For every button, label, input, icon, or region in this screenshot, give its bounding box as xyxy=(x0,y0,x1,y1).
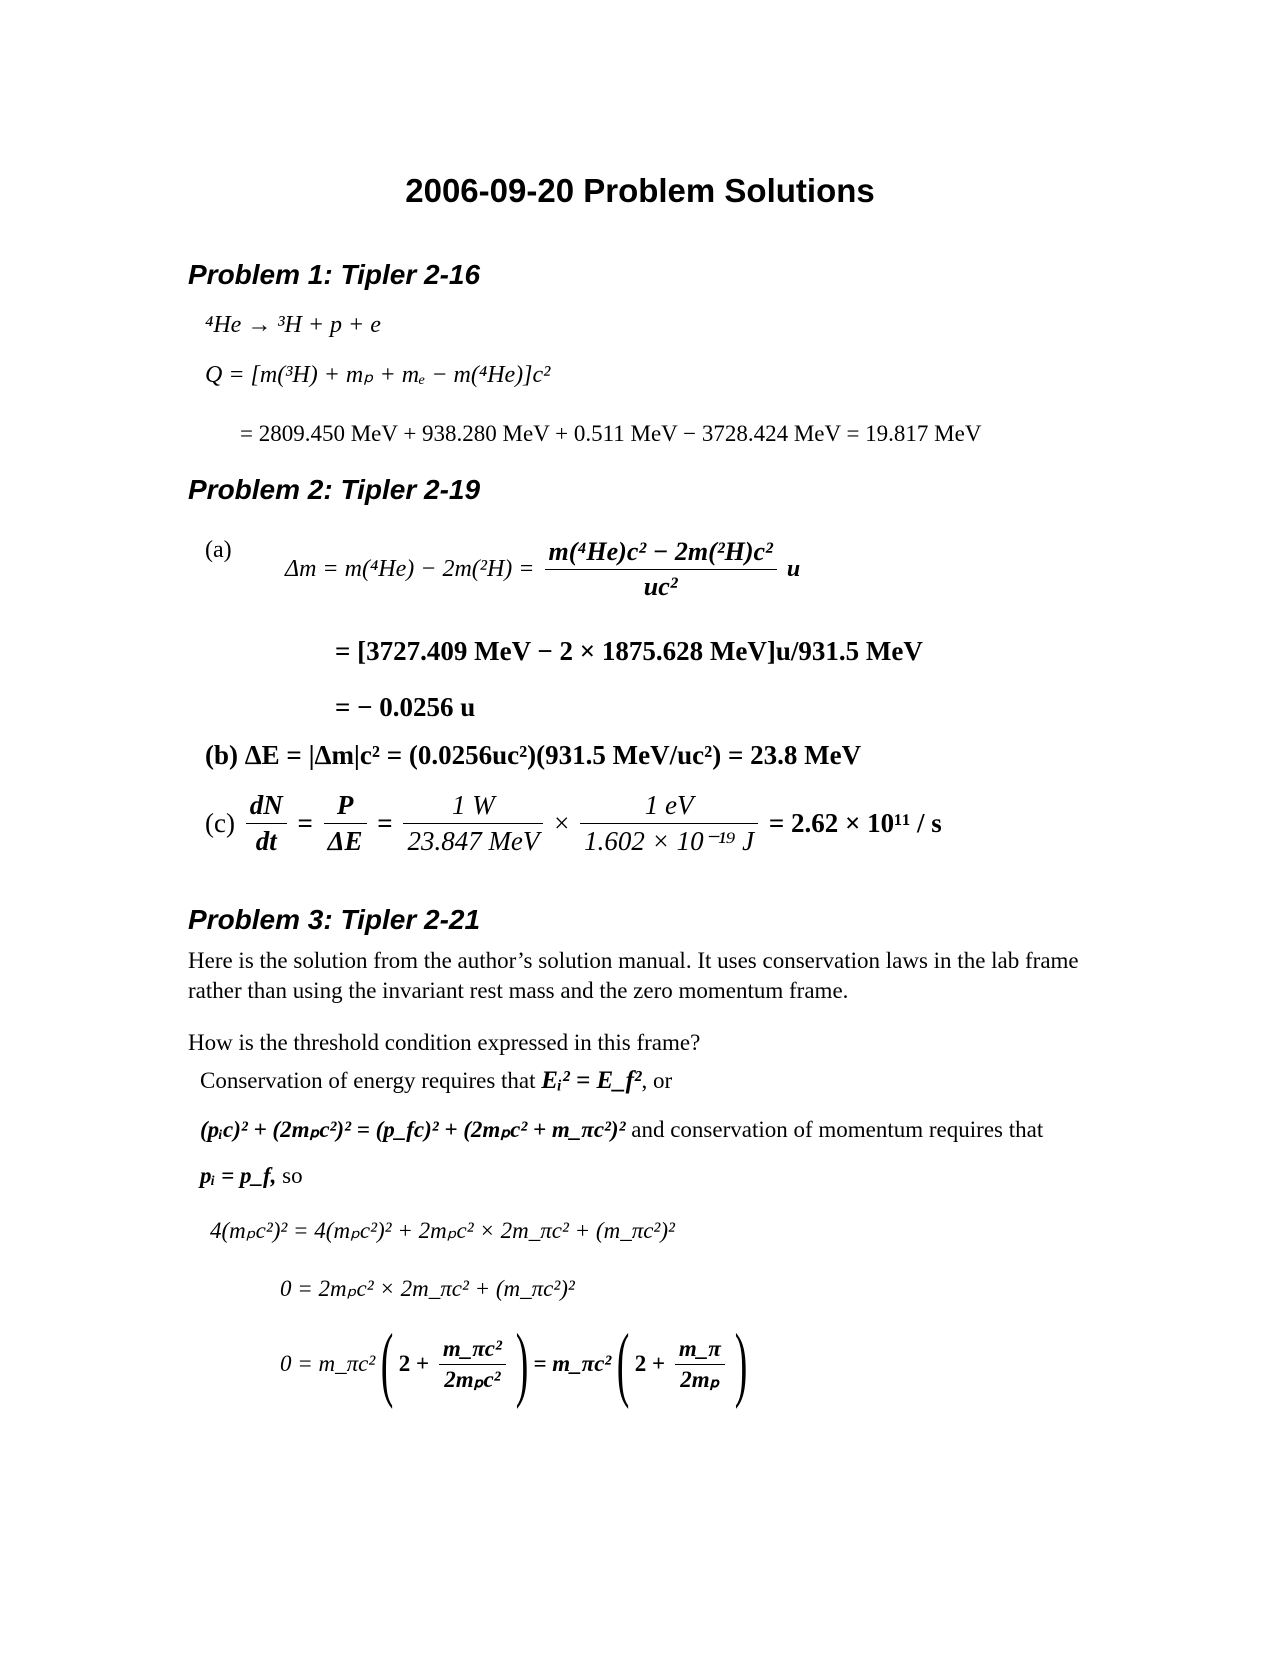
p2-a-lhs: Δm = m(⁴He) − 2m(²H) = xyxy=(285,556,535,582)
p2-c-equals-2: = xyxy=(377,808,393,838)
p2-c-f3-numerator: 1 W xyxy=(403,790,543,824)
p2-a-fraction xyxy=(545,537,777,602)
p3-line-2 xyxy=(200,1117,1043,1143)
p3-line-6-fraction-2 xyxy=(675,1336,725,1393)
problem-1-heading: Problem 1: Tipler 2-16 xyxy=(188,259,481,290)
p3-line-3-text: so xyxy=(282,1163,303,1188)
p2-c-times: × xyxy=(554,808,570,838)
page-title: 2006-09-20 Problem Solutions xyxy=(405,172,875,209)
p3-paren-open-1: ( xyxy=(380,1317,394,1410)
p3-f2-numerator: m_π xyxy=(675,1336,725,1365)
p3-paragraph-2: How is the threshold condition expressed in this frame? xyxy=(188,1030,701,1055)
p2-a-line-2: = [3727.409 MeV − 2 × 1875.628 MeV]u/931.5 MeV xyxy=(335,636,923,666)
p2-part-a-label: (a) xyxy=(205,537,232,563)
p2-c-fraction-power xyxy=(403,790,543,857)
p2-a-unit: u xyxy=(786,556,801,582)
p3-line-3 xyxy=(200,1163,303,1189)
problem-3-heading: Problem 3: Tipler 2-21 xyxy=(188,904,481,935)
problem-2-heading: Problem 2: Tipler 2-19 xyxy=(188,474,481,505)
p3-line-1-eq: Eᵢ² = E_f² xyxy=(541,1067,642,1094)
p3-line-6-mid: = m_πc² xyxy=(533,1351,612,1376)
p2-c-f4-numerator: 1 eV xyxy=(580,790,758,824)
p2-a-numerator: m(⁴He)c² − 2m(²H)c² xyxy=(545,537,777,570)
p3-line-6-fraction-1 xyxy=(439,1336,506,1393)
p3-line-4: 4(mₚc²)² = 4(mₚc²)² + 2mₚc² × 2m_πc² + (m_πc²)² xyxy=(210,1218,675,1243)
p2-part-c-label: (c) xyxy=(205,808,235,838)
p1-q-definition: Q = [m(³H) + mₚ + mₑ − m(⁴He)]c² xyxy=(205,362,551,388)
p2-c-fraction-p-de xyxy=(324,790,367,857)
p2-c-f2-numerator: P xyxy=(324,790,367,824)
p3-line-2-text: and conservation of momentum requires that xyxy=(631,1117,1044,1142)
p3-line-6 xyxy=(280,1317,747,1422)
p3-line-1-text: Conservation of energy requires that xyxy=(200,1068,536,1093)
p3-line-3-eq: pᵢ = p_f, xyxy=(200,1163,277,1188)
p2-c-result: = 2.62 × 10¹¹ / s xyxy=(768,808,942,838)
p2-a-line-3: = − 0.0256 u xyxy=(335,692,476,722)
p2-c-equals-1: = xyxy=(297,808,313,838)
p3-paren-close-1: ) xyxy=(515,1317,528,1410)
p2-c-f1-numerator: dN xyxy=(246,790,287,824)
p2-part-c-equation xyxy=(205,790,942,880)
p3-f1-numerator: m_πc² xyxy=(439,1336,506,1365)
p3-line-6-lhs: 0 = m_πc² xyxy=(280,1351,376,1376)
p2-c-fraction-ev xyxy=(580,790,758,857)
p3-f1-denominator: 2mₚc² xyxy=(444,1366,501,1392)
p3-f2-denominator: 2mₚ xyxy=(680,1366,720,1392)
p3-paren-close-2: ) xyxy=(734,1317,747,1410)
p2-c-f3-denominator: 23.847 MeV xyxy=(407,826,540,856)
p2-c-f2-denominator: ΔE xyxy=(327,826,363,856)
p2-c-f4-denominator: 1.602 × 10⁻¹⁹ J xyxy=(584,826,755,856)
p3-line-2-eq: (pᵢc)² + (2mₚc²)² = (p_fc)² + (2mₚc² + m_πc²)² xyxy=(200,1117,626,1142)
p1-reaction: ⁴He → ³H + p + e xyxy=(205,312,381,338)
p3-line-6-two: 2 + xyxy=(398,1351,430,1376)
p2-c-f1-denominator: dt xyxy=(255,826,277,856)
p3-line-5: 0 = 2mₚc² × 2m_πc² + (m_πc²)² xyxy=(280,1276,575,1301)
p1-q-value: = 2809.450 MeV + 938.280 MeV + 0.511 MeV − 3728.424 MeV = 19.817 MeV xyxy=(240,421,982,446)
p2-a-denominator: uc² xyxy=(643,572,678,601)
p3-paren-open-2: ( xyxy=(616,1317,630,1410)
p2-c-fraction-dn-dt xyxy=(246,790,287,857)
p3-line-1-end: , or xyxy=(641,1068,673,1093)
p2-part-a-equation xyxy=(285,537,800,627)
p2-part-b-line: (b) ΔE = |Δm|c² = (0.0256uc²)(931.5 MeV/uc²) = 23.8 MeV xyxy=(205,740,862,770)
p3-paragraph-1: Here is the solution from the author’s solution manual. It uses conservation laws in the lab frame rather than using the invariant rest mass and the zero momentum frame. xyxy=(188,948,1079,1003)
p3-line-1 xyxy=(200,1067,672,1095)
p3-line-6-two-b: 2 + xyxy=(634,1351,666,1376)
